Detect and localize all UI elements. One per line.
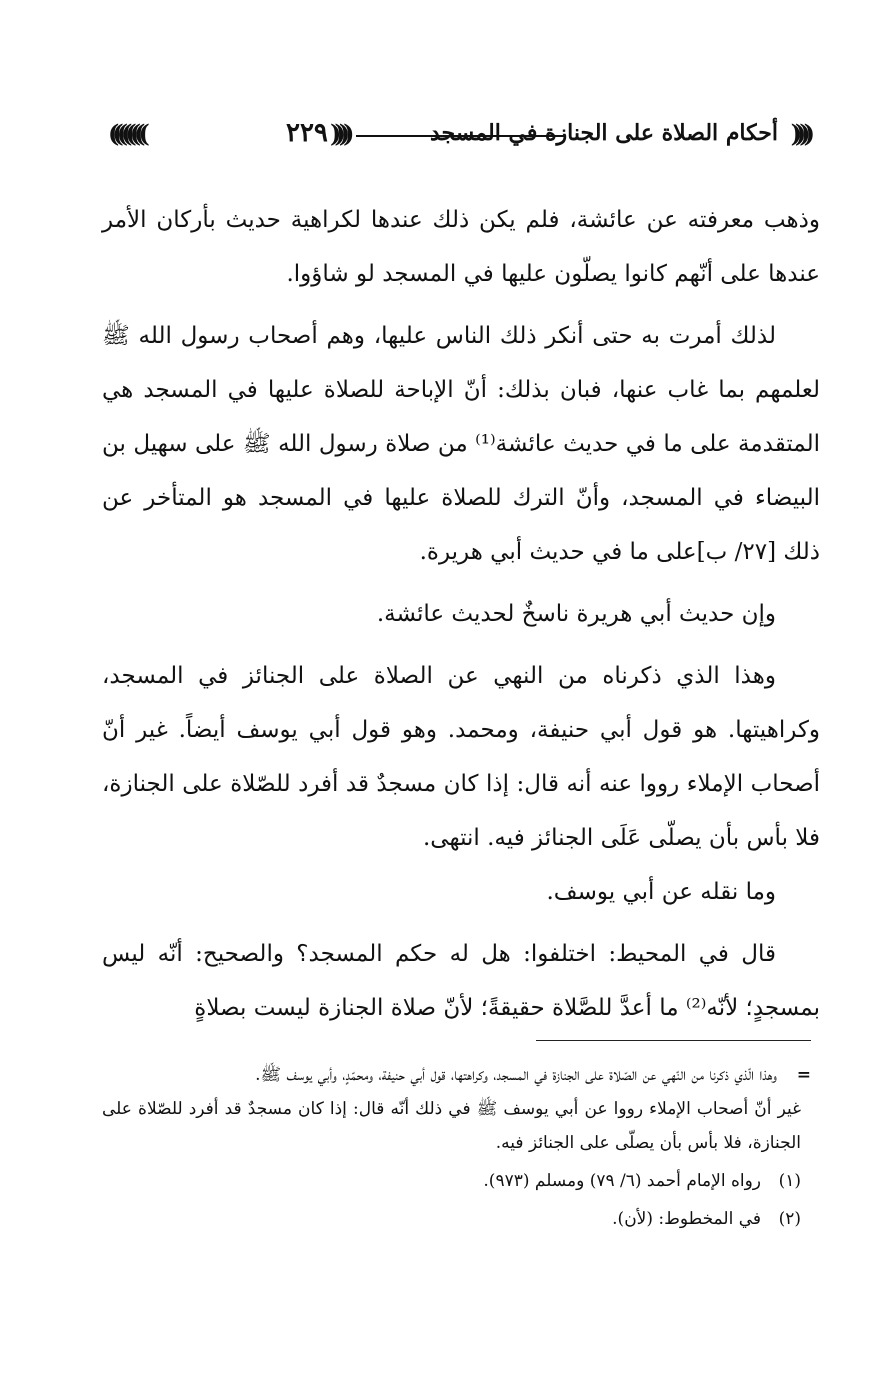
footnote-number: (٢) [778,1209,801,1229]
footnote-number: (١) [778,1171,801,1191]
footnote-text: في المخطوط: (لأن). [612,1209,761,1229]
footnote-continuation [102,1058,815,1092]
paragraph: قال في المحيط: اختلفوا: هل له حكم المسجد؟ والصحيح: أنّه ليس بمسجدٍ؛ لأنّه⁽²⁾ ما أعدَّ للصَّلاة حقيقةً؛ لأنّ صلاة الجنازة ليست بصلاةٍ [102,941,820,1021]
main-text [102,193,820,1035]
continuation-mark: = [796,1065,811,1085]
footnote-continuation-text: وهذا الّذي ذكرنا من النّهي عن الصّلاة على الجنازة في المسجد، وكراهتها، قول أبي حنيفة، ومحمّدٍ، وأبي يوسف ﷺ. [255,1065,777,1085]
paragraph: وهذا الذي ذكرناه من النهي عن الصلاة على الجنائز في المسجد، وكراهيتها. هو قول أبي حنيفة، ومحمد. وهو قول أبي يوسف أيضاً. غير أنّ أصحاب الإملاء رووا عنه أنه قال: إذا كان مسجدٌ قد أفرد للصّلاة على الجنازة، فلا بأس بأن يصلّى عَلَى الجنائز فيه. انتهى. [102,663,820,851]
header-ornament-middle: )))) [330,119,348,148]
footnote-2 [102,1202,815,1236]
paragraph: وذهب معرفته عن عائشة، فلم يكن ذلك عندها لكراهية حديث بأركان الأمر عندها على أنّهم كانوا يصلّون عليها في المسجد لو شاؤوا. [102,207,820,287]
paragraph: وإن حديث أبي هريرة ناسخٌ لحديث عائشة. [376,601,776,627]
footnote-separator [536,1040,811,1041]
paragraph: وما نقله عن أبي يوسف. [546,879,776,905]
page-number: ٢٢٩ [286,118,328,148]
paragraph: لذلك أمرت به حتى أنكر ذلك الناس عليها، وهم أصحاب رسول الله ﷺ لعلمهم بما غاب عنها، فبان بذلك: أنّ الإباحة للصلاة عليها في المسجد هي المتقدمة على ما في حديث عائشة⁽¹⁾ من صلاة رسول الله ﷺ على سهيل بن البيضاء في المسجد، وأنّ الترك للصلاة عليها في المسجد هو المتأخر عن ذلك [٢٧/ ب]على ما في حديث أبي هريرة. [102,323,820,565]
running-title: أحكام الصلاة على الجنازة في المسجد [429,120,778,146]
footnote-continuation-2: غير أنّ أصحاب الإملاء رووا عن أبي يوسف ﷺ في ذلك أنّه قال: إذا كان مسجدٌ قد أفرد للصّلاة على الجنازة، فلا بأس بأن يصلّى على الجنائز فيه. [102,1099,801,1153]
footnote-text: رواه الإمام أحمد (٦/ ٧٩) ومسلم (٩٧٣). [483,1171,761,1191]
header-ornament-right: )))) [790,119,808,148]
header-ornament-left: (((((((( [108,119,143,148]
running-header [108,112,808,152]
footnote-1 [102,1164,815,1198]
footnotes [102,1058,815,1236]
